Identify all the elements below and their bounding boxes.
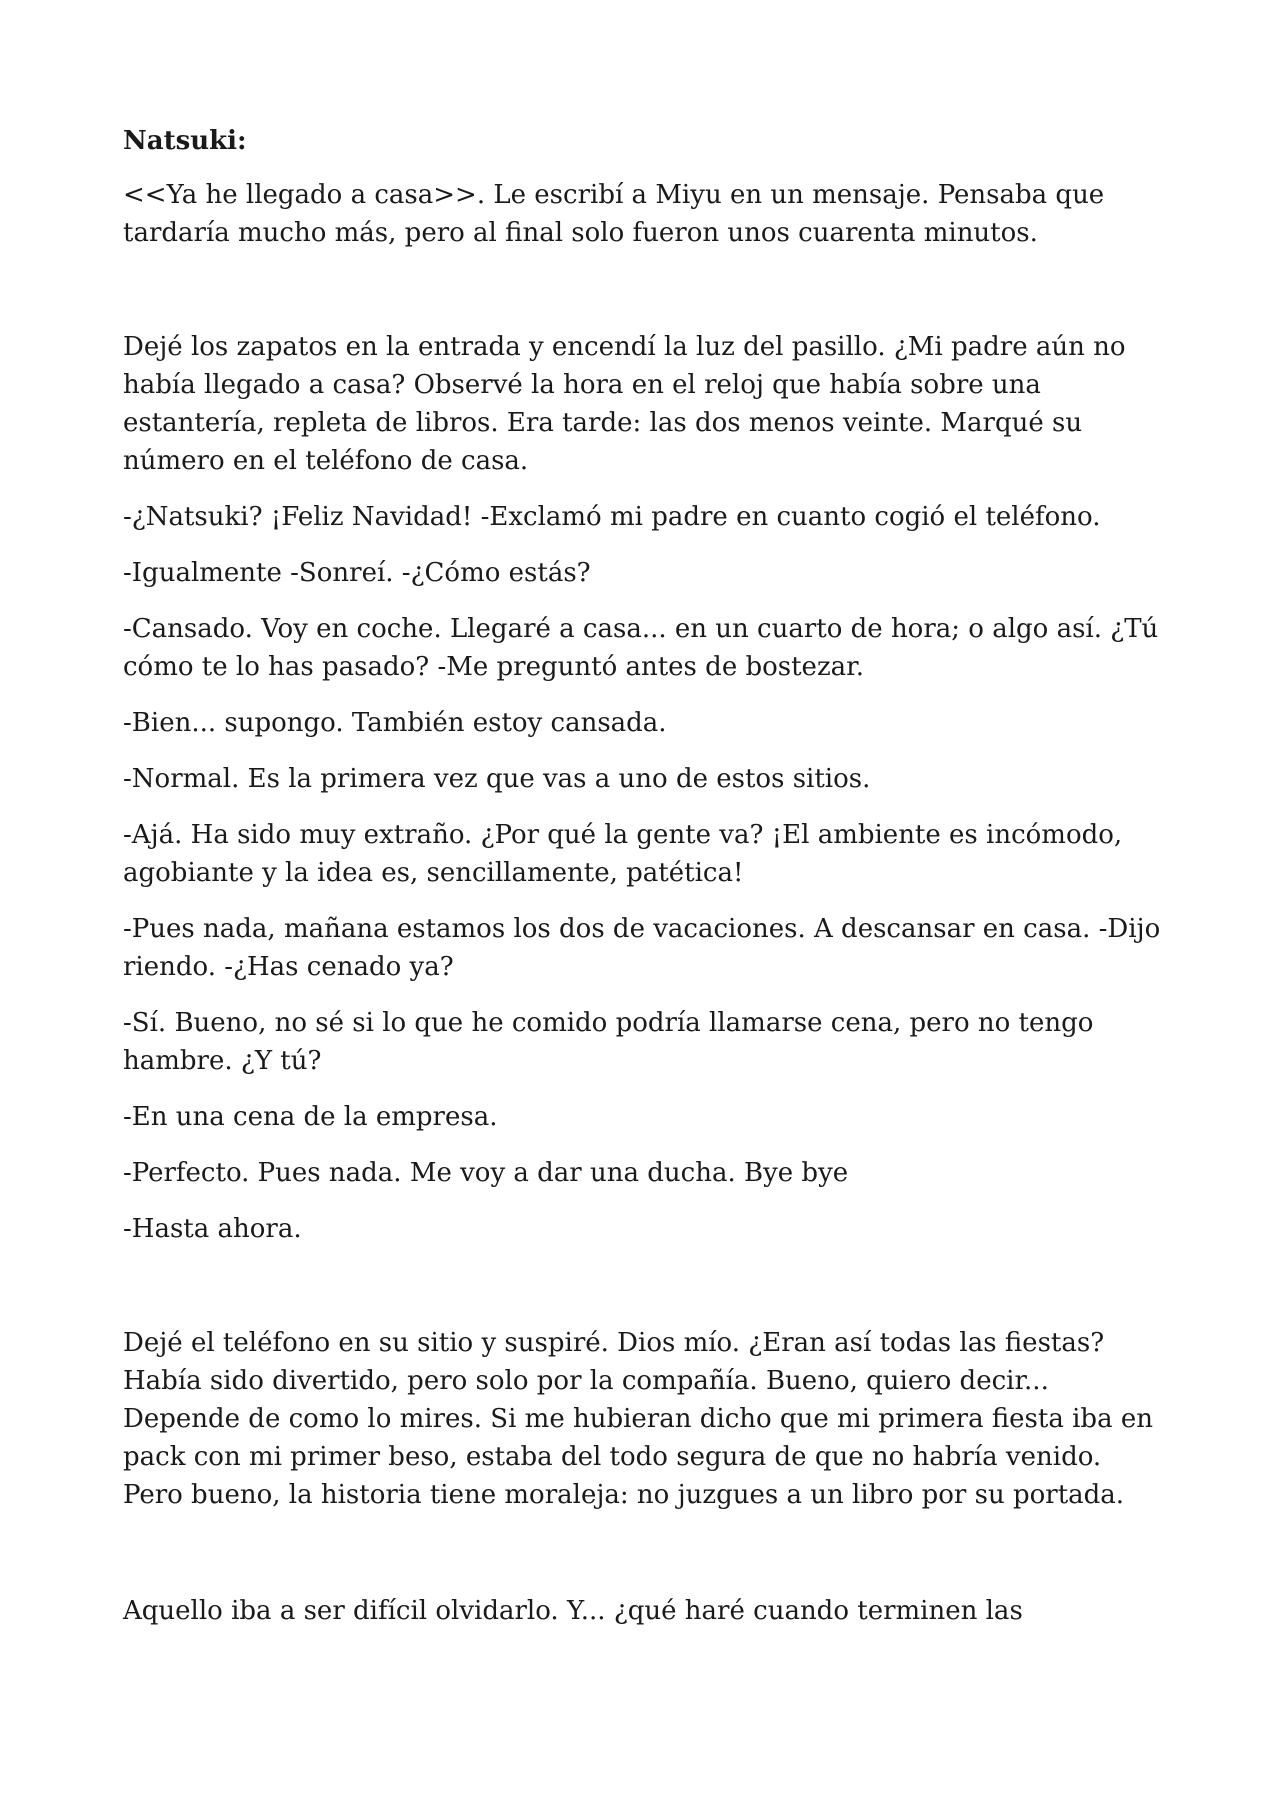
dialogue-line: -Hasta ahora.: [123, 1214, 302, 1244]
paragraph-message: <<Ya he llegado a casa>>. Le escribí a Miyu en un mensaje. Pensaba que tardaría mucho más, pero al final solo fueron unos cuarenta minutos.: [123, 180, 1105, 248]
paragraph-narration: Dejé los zapatos en la entrada y encendí la luz del pasillo. ¿Mi padre aún no había llegado a casa? Observé la hora en el reloj que había sobre una estantería, repleta de libros. Era tarde: las dos menos veinte. Marqué su número en el teléfono de casa.: [123, 332, 1126, 476]
dialogue-line: -Perfecto. Pues nada. Me voy a dar una ducha. Bye bye: [123, 1158, 849, 1188]
dialogue-line: -Pues nada, mañana estamos los dos de vacaciones. A descansar en casa. -Dijo riendo. -¿Has cenado ya?: [123, 914, 1161, 982]
dialogue-line: -Cansado. Voy en coche. Llegaré a casa... en un cuarto de hora; o algo así. ¿Tú cómo te lo has pasado? -Me preguntó antes de bostezar.: [123, 614, 1159, 682]
dialogue-line: -Ajá. Ha sido muy extraño. ¿Por qué la gente va? ¡El ambiente es incómodo, agobiante y la idea es, sencillamente, patética!: [123, 820, 1123, 888]
paragraph-narration: Dejé el teléfono en su sitio y suspiré. Dios mío. ¿Eran así todas las fiestas? Había sido divertido, pero solo por la compañía. Bueno, quiero decir... Depende de como lo mires. Si me hubieran dicho que mi primera fiesta iba en pack con mi primer beso, estaba del todo segura de que no habría venido. Pero bueno, la historia tiene moraleja: no juzgues a un libro por su portada.: [123, 1328, 1153, 1510]
dialogue-line: -Igualmente -Sonreí. -¿Cómo estás?: [123, 558, 591, 588]
dialogue-line: -¿Natsuki? ¡Feliz Navidad! -Exclamó mi padre en cuanto cogió el teléfono.: [123, 502, 1101, 532]
speaker-heading: Natsuki:: [123, 126, 247, 156]
dialogue-line: -En una cena de la empresa.: [123, 1102, 498, 1132]
dialogue-line: -Sí. Bueno, no sé si lo que he comido podría llamarse cena, pero no tengo hambre. ¿Y tú?: [123, 1008, 1094, 1076]
dialogue-line: -Bien... supongo. También estoy cansada.: [123, 708, 667, 738]
document-page: [123, 122, 1163, 1648]
dialogue-line: -Normal. Es la primera vez que vas a uno de estos sitios.: [123, 764, 871, 794]
paragraph-narration: Aquello iba a ser difícil olvidarlo. Y... ¿qué haré cuando terminen las: [123, 1596, 1023, 1626]
